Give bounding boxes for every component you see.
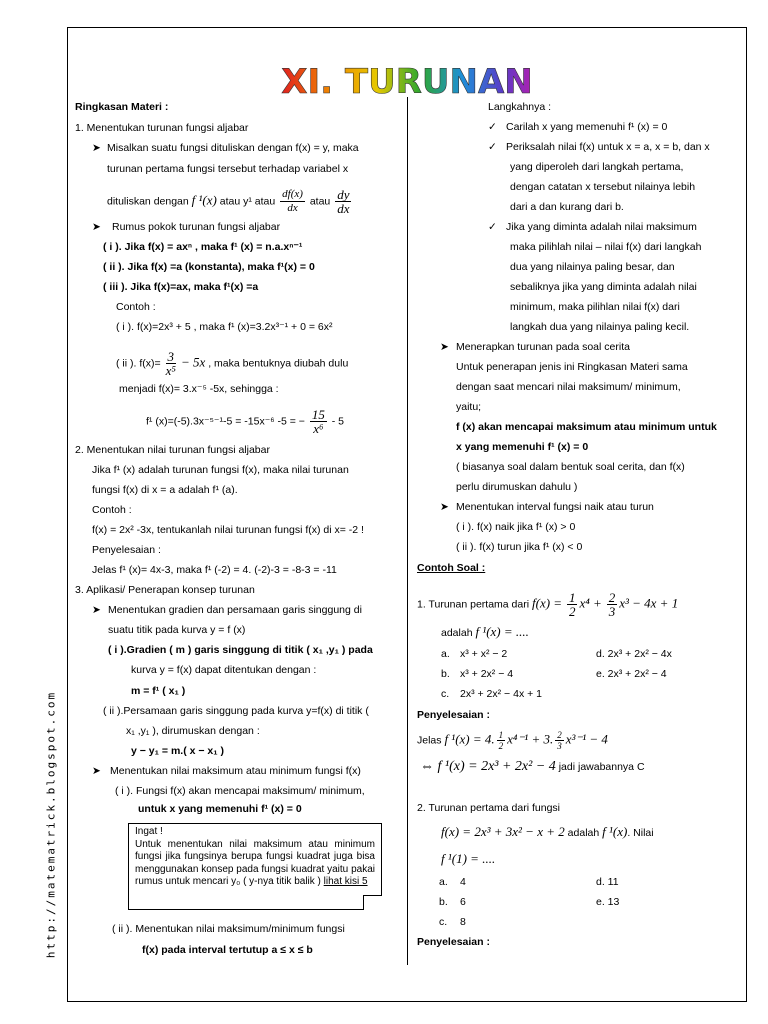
step-2-line-2: yang diperoleh dari langkah pertama, bbox=[510, 161, 684, 173]
solution-1-label: Penyelesaian : bbox=[417, 709, 490, 721]
example-2-prefix: ( ii ). f(x)= bbox=[116, 357, 161, 370]
q1-den-1: 2 bbox=[568, 604, 576, 619]
note-body bbox=[135, 839, 375, 889]
step-3-line-5: minimum, maka pilihlan nilai f(x) dari bbox=[510, 301, 680, 313]
q1-option-c: 2x³ + 2x² − 4x + 1 bbox=[460, 688, 543, 700]
column-divider bbox=[407, 97, 408, 965]
question-2-derivative: f ¹(x) bbox=[602, 824, 628, 839]
q1-term-2: x³ − 4x + 1 bbox=[619, 595, 679, 611]
story-note-1: ( biasanya soal dalam bentuk soal cerita, dan f(x) bbox=[456, 461, 685, 473]
story-rule-2: x yang memenuhi f¹ (x) = 0 bbox=[456, 441, 589, 453]
q1-option-d: d. 2x³ + 2x² − 4x bbox=[596, 648, 672, 660]
arrow-bullet: ➤ bbox=[92, 604, 101, 616]
question-1-adalah: adalah bbox=[441, 627, 473, 639]
step-3-line-2: maka pilihlah nilai – nilai f(x) dari langkah bbox=[510, 241, 702, 253]
step-1: Carilah x yang memenuhi f¹ (x) = 0 bbox=[506, 121, 668, 133]
question-1-line-2 bbox=[441, 625, 529, 640]
derivative-notation: f ¹(x) bbox=[191, 192, 217, 208]
q2-option-c-label: c. bbox=[439, 916, 448, 928]
q1-num-1: 1 bbox=[568, 590, 576, 605]
story-heading: Menerapkan turunan pada soal cerita bbox=[456, 341, 630, 353]
rule-3: ( iii ). Jika f(x)=ax, maka f¹(x) =a bbox=[103, 281, 259, 293]
q1-option-c-label: c. bbox=[441, 688, 450, 700]
gradient-rule-1 bbox=[108, 643, 373, 657]
dy-denominator: dx bbox=[337, 201, 350, 216]
arrow-bullet: ➤ bbox=[440, 341, 449, 353]
question-2-value: f ¹(1) = .... bbox=[441, 851, 496, 866]
definition-line-2: turunan pertama fungsi tersebut terhadap variabel x bbox=[107, 163, 349, 175]
examples-heading: Contoh Soal : bbox=[417, 562, 486, 574]
q1-option-b-label: b. bbox=[441, 668, 450, 680]
story-line-1: Untuk penerapan jenis ini Ringkasan Materi sama bbox=[456, 361, 688, 373]
question-2-function: f(x) = 2x³ + 3x² − x + 2 bbox=[441, 824, 565, 839]
question-2-line-3 bbox=[441, 852, 495, 867]
check-icon: ✓ bbox=[488, 221, 497, 233]
interval-heading: Menentukan interval fungsi naik atau turun bbox=[456, 501, 654, 513]
s1-den-2: 3 bbox=[557, 741, 562, 751]
story-line-3: yaitu; bbox=[456, 401, 482, 413]
maxmin-rule-2-line-2: f(x) pada interval tertutup a ≤ x ≤ b bbox=[142, 944, 313, 956]
check-icon: ✓ bbox=[488, 121, 497, 133]
example-2-fraction bbox=[166, 350, 177, 377]
solution-1-part-a: f ¹(x) = 4. bbox=[444, 731, 495, 747]
example-2-result-fraction bbox=[310, 408, 327, 435]
maxmin-rule-1: ( i ). Fungsi f(x) akan mencapai maksimum/ minimum, bbox=[115, 785, 365, 797]
step-3-line-4: sebaliknya jika yang diminta adalah nilai bbox=[510, 281, 697, 293]
gradient-rule-1-text: ( i ).Gradien ( m ) garis singgung di titik ( x₁ ,y₁ ) pada bbox=[108, 644, 373, 656]
solution-1-answer: jadi jawabannya C bbox=[558, 761, 645, 773]
rule-2: ( ii ). Jika f(x) =a (konstanta), maka f¹(x) = 0 bbox=[103, 261, 315, 273]
derivative-or-text: atau y¹ atau bbox=[219, 195, 276, 208]
s1-num-2: 2 bbox=[557, 730, 562, 740]
example-1: ( i ). f(x)=2x³ + 5 , maka f¹ (x)=3.2x³⁻¹ + 0 = 6x² bbox=[116, 321, 333, 333]
example-2 bbox=[116, 350, 348, 377]
example-2-line-3 bbox=[146, 408, 344, 435]
q1-option-b: x³ + 2x² − 4 bbox=[460, 668, 514, 680]
q2-option-a: 4 bbox=[460, 876, 466, 888]
q1-option-a: x³ + x² − 2 bbox=[460, 648, 508, 660]
note-link: lihat kisi 5 bbox=[323, 876, 368, 887]
example-2-term: − 5x bbox=[180, 354, 206, 370]
s1-fraction-1 bbox=[497, 730, 506, 751]
arrow-bullet: ➤ bbox=[92, 142, 101, 154]
step-2-line-3: dengan catatan x tersebut nilainya lebih bbox=[510, 181, 696, 193]
dy-fraction bbox=[335, 188, 351, 215]
maxmin-rule-1-line-2: untuk x yang memenuhi f¹ (x) = 0 bbox=[138, 803, 302, 815]
question-2-nilai: . Nilai bbox=[627, 827, 654, 839]
note-title: Ingat ! bbox=[135, 826, 163, 837]
side-url-text: http://matematrick.blogspot.com bbox=[44, 690, 58, 959]
interval-rule-2: ( ii ). f(x) turun jika f¹ (x) < 0 bbox=[456, 541, 583, 553]
section-2-heading: 2. Menentukan nilai turunan fungsi aljabar bbox=[75, 444, 270, 456]
step-2-line-4: dari a dan kurang dari b. bbox=[510, 201, 624, 213]
tangent-formula: y − y₁ = m.( x − x₁ ) bbox=[131, 745, 225, 757]
story-rule-1: f (x) akan mencapai maksimum atau minimum untuk bbox=[456, 421, 717, 433]
section-3-heading: 3. Aplikasi/ Penerapan konsep turunan bbox=[75, 584, 255, 596]
story-line-2: dengan saat mencari nilai maksimum/ minimum, bbox=[456, 381, 681, 393]
df-denominator: dx bbox=[287, 202, 298, 214]
example-2-line-2: menjadi f(x)= 3.x⁻⁵ -5x, sehingga : bbox=[119, 383, 279, 395]
side-url bbox=[36, 690, 58, 960]
solution-1-part-c: x³⁻¹ − 4 bbox=[565, 731, 608, 747]
rule-1: ( i ). Jika f(x) = axⁿ , maka f¹ (x) = n.a.xⁿ⁻¹ bbox=[103, 241, 303, 253]
definition-line-1: Misalkan suatu fungsi dituliskan dengan f(x) = y, maka bbox=[107, 142, 359, 154]
q2-option-d: d. 11 bbox=[596, 876, 619, 888]
rules-heading: Rumus pokok turunan fungsi aljabar bbox=[112, 221, 281, 233]
step-3-line-6: langkah dua yang nilainya paling kecil. bbox=[510, 321, 690, 333]
q1-fraction-1 bbox=[567, 591, 578, 618]
q1-den-2: 3 bbox=[608, 604, 616, 619]
note-fold bbox=[363, 895, 382, 910]
s1-fraction-2 bbox=[555, 730, 564, 751]
example-question: f(x) = 2x² -3x, tentukanlah nilai turunan fungsi f(x) di x= -2 ! bbox=[92, 524, 364, 536]
step-2-line-1: Periksalah nilai f(x) untuk x = a, x = b, dan x bbox=[506, 141, 710, 153]
result-numerator: 15 bbox=[311, 407, 325, 422]
check-icon: ✓ bbox=[488, 141, 497, 153]
solution-1-jelas: Jelas bbox=[417, 734, 442, 747]
df-numerator: df(x) bbox=[282, 188, 303, 200]
solution-1-part-b: x⁴⁻¹ + 3. bbox=[507, 731, 554, 747]
steps-heading: Langkahnya : bbox=[488, 101, 552, 113]
solution-1-result: ⇔ f ¹(x) = 2x³ + 2x² − 4 bbox=[420, 759, 556, 774]
note-body-text: Untuk menentukan nilai maksimum atau minimum fungsi jika fungsinya berupa fungsi kuadrat juga bisa menggunakan konsep pada fungsi kuadrat yaitu pakai rumus untuk mencari y₀ ( y-nya titik balik ) bbox=[135, 838, 375, 887]
example-2-result-tail: - 5 bbox=[331, 415, 345, 428]
story-note-2: perlu dirumuskan dahulu ) bbox=[456, 481, 578, 493]
title-text: XI. TURUNAN bbox=[281, 62, 533, 102]
definition-text: dituliskan dengan bbox=[107, 195, 189, 208]
step-3-line-1: Jika yang diminta adalah nilai maksimum bbox=[506, 221, 697, 233]
q1-option-e: e. 2x³ + 2x² − 4 bbox=[596, 668, 667, 680]
example-2-denominator: x⁵ bbox=[165, 363, 176, 378]
maxmin-heading: Menentukan nilai maksimum atau minimum fungsi f(x) bbox=[110, 765, 361, 777]
solution-1-line-2 bbox=[420, 760, 645, 774]
df-fraction bbox=[280, 188, 305, 215]
gradient-rule-1-line-2: kurva y = f(x) dapat ditentukan dengan : bbox=[131, 664, 317, 676]
example-2-numerator: 3 bbox=[167, 349, 175, 364]
q2-option-a-label: a. bbox=[439, 876, 448, 888]
arrow-bullet: ➤ bbox=[92, 765, 101, 777]
s1-den-1: 2 bbox=[498, 741, 504, 751]
example-2-suffix: , maka bentuknya diubah dulu bbox=[208, 357, 349, 370]
step-3-line-3: dua yang nilainya paling besar, dan bbox=[510, 261, 675, 273]
question-1-lhs: f(x) = bbox=[532, 595, 563, 611]
q2-option-c: 8 bbox=[460, 916, 466, 928]
question-2-adalah: adalah bbox=[567, 827, 600, 839]
q2-option-e: e. 13 bbox=[596, 896, 620, 908]
solution-line: Jelas f¹ (x)= 4x-3, maka f¹ (-2) = 4. (-2)-3 = -8-3 = -11 bbox=[92, 564, 337, 576]
title-art bbox=[262, 60, 552, 102]
tangent-rule: ( ii ).Persamaan garis singgung pada kurva y=f(x) di titik ( bbox=[103, 705, 369, 717]
definition-line-3 bbox=[107, 188, 353, 215]
example-label-2: Contoh : bbox=[92, 504, 132, 516]
question-2: 2. Turunan pertama dari fungsi bbox=[417, 802, 561, 814]
solution-label: Penyelesaian : bbox=[92, 544, 161, 556]
interval-rule-1: ( i ). f(x) naik jika f¹ (x) > 0 bbox=[456, 521, 576, 533]
section-1-heading: 1. Menentukan turunan fungsi aljabar bbox=[75, 122, 249, 134]
q1-num-2: 2 bbox=[608, 590, 616, 605]
dy-numerator: dy bbox=[337, 187, 350, 202]
solution-1-line-1 bbox=[417, 730, 608, 751]
question-1-text: 1. Turunan pertama dari bbox=[417, 598, 530, 611]
reminder-note bbox=[128, 823, 382, 910]
summary-heading: Ringkasan Materi : bbox=[75, 101, 169, 113]
result-denominator: x⁶ bbox=[313, 421, 324, 436]
maxmin-rule-2: ( ii ). Menentukan nilai maksimum/minimum fungsi bbox=[112, 923, 345, 935]
q1-fraction-2 bbox=[607, 591, 618, 618]
q2-option-b-label: b. bbox=[439, 896, 448, 908]
gradient-formula: m = f¹ ( x₁ ) bbox=[131, 685, 186, 697]
section-2-line-1: Jika f¹ (x) adalah turunan fungsi f(x), maka nilai turunan bbox=[92, 464, 349, 476]
arrow-bullet: ➤ bbox=[440, 501, 449, 513]
q2-option-b: 6 bbox=[460, 896, 466, 908]
q1-term-1: x⁴ + bbox=[579, 595, 602, 611]
question-1-derivative: f ¹(x) = .... bbox=[475, 624, 529, 639]
arrow-bullet: ➤ bbox=[92, 221, 101, 233]
question-2-line-2 bbox=[441, 825, 654, 840]
page-title bbox=[262, 60, 552, 102]
tangent-rule-line-2: x₁ ,y₁ ), dirumuskan dengan : bbox=[126, 725, 260, 737]
solution-2-label: Penyelesaian : bbox=[417, 936, 490, 948]
derivative-or-text-2: atau bbox=[309, 195, 331, 208]
section-2-line-2: fungsi f(x) di x = a adalah f¹ (a). bbox=[92, 484, 238, 496]
s1-num-1: 1 bbox=[498, 730, 504, 740]
question-1 bbox=[417, 591, 678, 618]
gradient-heading-2: suatu titik pada kurva y = f (x) bbox=[108, 624, 246, 636]
q1-option-a-label: a. bbox=[441, 648, 450, 660]
example-label: Contoh : bbox=[116, 301, 156, 313]
gradient-heading: Menentukan gradien dan persamaan garis singgung di bbox=[108, 604, 362, 616]
example-2-result: f¹ (x)=(-5).3x⁻⁵⁻¹-5 = -15x⁻⁶ -5 = − bbox=[146, 415, 305, 428]
